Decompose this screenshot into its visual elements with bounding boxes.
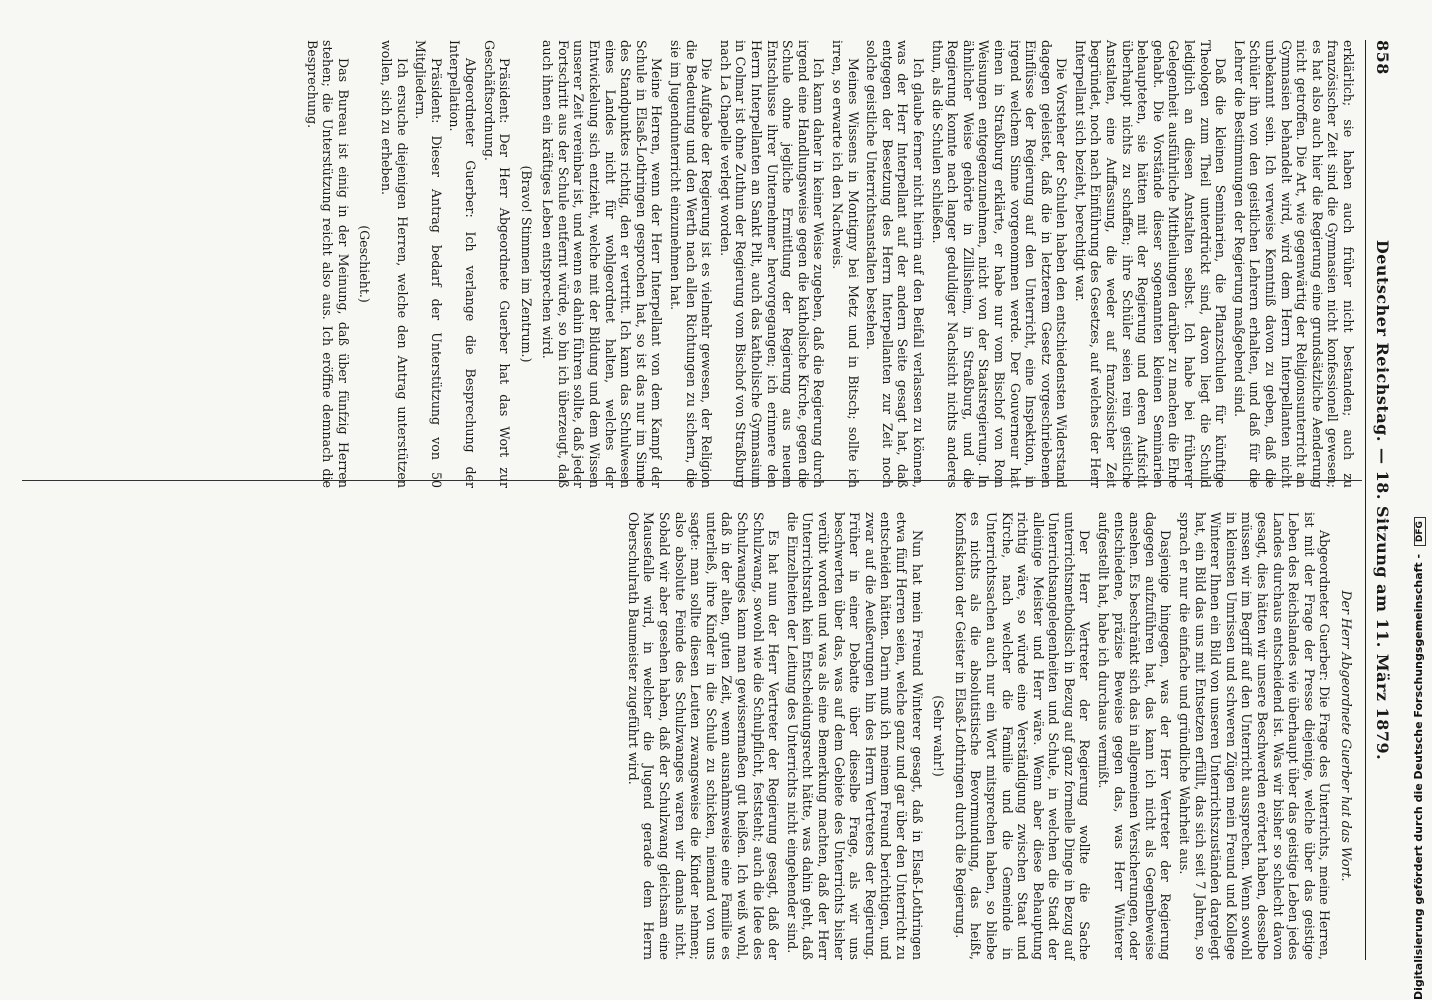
speech: Präsident: Dieser Antrag bedarf der Unterstützung von 50 Mitgliedern. xyxy=(413,40,444,488)
left-column xyxy=(301,40,1356,488)
page-number: 858 xyxy=(1373,40,1392,75)
paragraph: Meines Wissens in Montigny bei Metz und in Bitsch; sollte ich irren, so erwarte ich den Nachweis. xyxy=(830,40,861,488)
event-note: (Geschieht.) xyxy=(357,225,373,303)
right-column xyxy=(622,512,1356,960)
speech: Abgeordneter Guerber: Ich verlange die Besprechung der Interpellation. xyxy=(447,40,478,488)
paragraph: Ich glaube ferner nicht hierin auf den Beifall verlassen zu können, was der Herr Interpellant auf der andern Seite gesagt hat, daß entgegen der Besetzung des Herrn Interpellanten zur Zeit noch solche geistliche Unterrichtsanstalten bestehen. xyxy=(864,40,926,488)
page-title: Deutscher Reichstag. — 18. Sitzung am 11. März 1879. xyxy=(1373,239,1392,761)
paragraph: Ich kann daher in keiner Weise zugeben, daß die Regierung durch irgend eine Handlungsweise gegen die katholische Kirche, gegen die Schule ohne jegliche Ermittlung der Regierung aus neuem Entschlusse ihrer Unternehmer hervorgegangen; ich erinnere den Herrn Interpellanten an Sankt Pilt, auch das katholische Gymnasium in Colmar ist ohne Zuthun der Regierung vom Bischof von Straßburg nach La Chapelle verlegt worden. xyxy=(717,40,827,488)
speech: Präsident: Der Herr Abgeordnete Guerber hat das Wort zur Geschäftsordnung. xyxy=(481,40,513,488)
paragraph: Der Herr Vertreter der Regierung wollte die Sache unterrichtsmethodisch in Bezug auf ganz formelle Dinge in Bezug auf Unterrichtsangelegenheiten und Schule, in welchen die Stadt der alleinige Meister und Herr wäre. Wenn aber diese Behauptung richtig wäre, so würde eine Verständigung zwischen Staat und Kirche, nach welcher die Familie und die Gemeinde in Unterrichtssachen auch nur ein Wort mitsprechen haben, so bliebe es nichts als die absolutistische Bevormundung, das heißt, Konfiskation der Geister in Elsaß-Lothringen durch die Regierung. xyxy=(952,512,1093,960)
paragraph: Abgeordneter Guerber: Die Frage des Unterrichts, meine Herren, ist mit der Frage der Presse diejenige, welche über das geistige Leben des Reichslandes wie überhaupt über das geistige Leben jedes Landes durchaus entscheidend ist. Was wir bisher so schlecht davon gesagt, dies hätten wir unsere Beschwerden erörtert haben, desselbe müssen wir im Begriff auf den Unterricht aussprechen. Wenn sowohl in kleinsten Umrissen und schweren Zügen mein Freund und Kollege Winterer Ihnen ein Bild von unseren Unterrichtszuständen dargelegt hat, ein Bild das uns mit Entsetzen erfüllt, das sich seit 7 Jahren, so sprach er nur die einfache und gründliche Wahrheit aus. xyxy=(1177,512,1333,960)
paragraph: Die Aufgabe der Regierung ist es vielmehr gewesen, der Religion die Bedeutung und den Werth nach allen Richtungen zu sichern, die sie im Jugendunterricht einzunehmen hat. xyxy=(668,40,715,488)
applause-note: (Sehr wahr!) xyxy=(931,695,947,777)
speaker-heading: Der Herr Abgeordnete Guerber hat das Wort. xyxy=(1339,590,1354,882)
paragraph: Meine Herren, wenn der Herr Interpellant von dem Kampf der Schule in Elsaß-Lothringen gesprochen hat, so ist das nur im Sinne des Standpunktes richtig, den er vertritt. Ich kann das Schulwesen eines Landes nicht für wohlgeordnet halten, welches der Entwickelung sich entzieht, welche mit der Bildung und dem Wissen unserer Zeit vereinbar ist, und wenn es dahin führen sollte, daß jeder Fortschritt aus der Schule entfernt würde, so bin ich überzeugt, daß auch ihnen ein kräftiges Leben entsprechen wird. xyxy=(540,40,665,488)
paragraph: Die Vorsteher der Schulen haben den entschiedensten Widerstand dagegen geleistet, daß die in letzterem Gesetz vorgeschriebenen Einflüsse der Regierung auf den Unterricht, eine Inspektion, in irgend welchem Sinne vorgenommen werde. Der Gouverneur hat einen in Straßburg erklärte, er habe nur vom Bischof von Rom Weisungen entgegenzunehmen, nicht von der Staatsregierung. In ähnlicher Weise gehörte in Zillisheim, in Straßburg, und die Regierung konnte nach langer geduldiger Nachsicht nichts anderes thun, als die Schulen schließen. xyxy=(929,40,1070,488)
paragraph: Daß die kleinen Seminarien, die Pflanzschulen für künftige Theologen zum Theil unterdrückt sind, davon liegt die Schuld lediglich an diesen Anstalten selbst. Ich habe bei früherer Gelegenheit ausführliche Mittheilungen darüber zu machen die Ehre gehabt. Die Vorstände dieser sogenannten kleinen Seminarien behaupteten, sie hätten mit der Regierung und deren Aufsicht überhaupt nichts zu schaffen; ihre Schüler seien rein geistliche Anstalten, eine Auffassung, die weder auf französischer Zeit begründet, noch nach Einführung des Gesetzes, auf welches der Herr Interpellant sich bezieht, berechtigt war. xyxy=(1072,40,1229,488)
credit-text: Digitalisierung gefördert durch die Deutsche Forschungsgemeinschaft - xyxy=(1412,553,1425,1000)
paragraph: Nun hat mein Freund Winterer gesagt, daß in Elsaß-Lothringen etwa fünf Herren seien, welche ganz und gar über den Unterricht zu entscheiden hätten. Darin muß ich meinem Freund berichtigen, und zwar auf die Aeußerungen hin des Herrn Vertreters der Regierung. Früher in einer Debatte über dieselbe Frage, als wir uns beschwerten über das, was auf dem Gebiete des Unterrichts bisher verübt worden und was als eine Bemerkung machten, daß der Herr Unterrichtsrath kein Entscheidungsrecht hätte, was dahin geht, daß die Einzelheiten der Leitung des Unterrichts nicht eingehender sind. xyxy=(784,512,925,960)
paragraph: Dasjenige hingegen, was der Herr Vertreter der Regierung dagegen aufzuführen hat, das kann ich nicht als Gegenbeweise ansehen. Es beschränkt sich das in allgemeinen Versicherungen, oder entschiedene, präzise Beweise gegen das, was Herr Winterer aufgestellt hat, habe ich durchaus vermißt. xyxy=(1096,512,1174,960)
applause-note: (Bravo! Stimmen im Zentrum.) xyxy=(518,165,534,363)
speech: Ich ersuche diejenigen Herren, welche den Antrag unterstützen wollen, sich zu erheben. xyxy=(378,40,410,488)
digitization-credit xyxy=(1412,0,1426,1000)
paragraph: Es hat nun der Herr Vertreter der Regierung gesagt, daß der Schulzwang, sowohl wie die Schulpflicht, feststeht; auch die Idee des Schulzwanges kann man gewissermaßen gut heißen. Ich weiß wohl, daß in der alten, guten Zeit, wenn ausnahmsweise eine Familie es unterließ, ihre Kinder in die Schule zu schicken, niemand von uns sagte: man sollte diesen Leuten zwangsweise die Kinder nehmen; also absolute Feinde des Schulzwanges waren wir damals nicht. Sobald wir aber gesehen haben, daß der Schulzwang gleichsam eine Mausefalle wird, in welcher die Jugend gerade dem Herrn Oberschulrath Baumeister zugeführt wird. xyxy=(625,512,782,960)
dfg-logo: DFG xyxy=(1414,517,1426,546)
paragraph: erklärlich; sie haben auch früher nicht bestanden; auch zu französischer Zeit sind die Gymnasien nicht konfessionell gewesen; es hat also auch hier die Regierung eine grundsätzliche Aenderung nicht getroffen. Die Art, wie gegenwärtig der Religionsunterricht an Gymnasien behandelt wird, wird dem Herrn Interpellanten nicht unbekannt sein. Ich verweise Kenntniß davon zu geben, daß die Schüler ihn von den geistlichen Lehrern erhalten, und daß für die Lehrer die Bestimmungen der Regierung maßgebend sind. xyxy=(1231,40,1356,488)
paragraph: Das Bureau ist einig in der Meinung, daß über fünfzig Herren stehen; die Unterstützung reicht also aus. Ich eröffne demnach die Besprechung. xyxy=(304,40,351,488)
page-header xyxy=(1365,40,1394,960)
column-divider xyxy=(22,480,1362,481)
